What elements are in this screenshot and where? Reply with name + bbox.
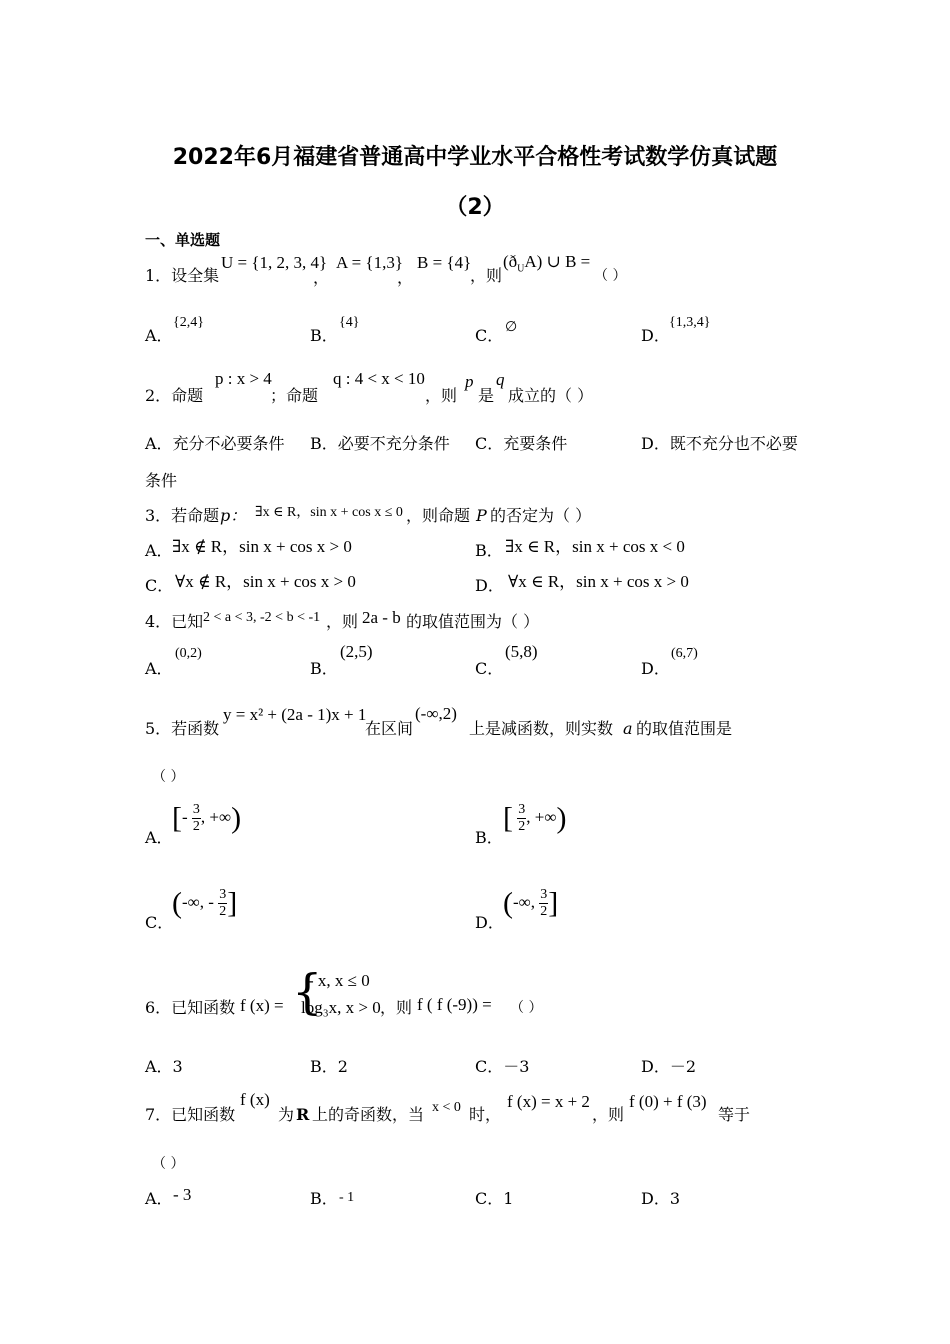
q3-option-d-value: ∀x ∈ R，sin x + cos x > 0 [508, 572, 689, 591]
q2-stem: 2．命题 [145, 386, 204, 405]
q5-option-c-label: C． [145, 913, 174, 932]
q6-option-b: B．2 [310, 1057, 348, 1076]
q7-option-a-label: A． [145, 1189, 173, 1208]
q4-option-d-value: (6,7) [671, 646, 698, 661]
q1-answer-blank: （ ） [594, 268, 627, 284]
q4-option-c-value: (5,8) [505, 642, 538, 661]
q7-condition: x < 0 [432, 1100, 461, 1115]
q1-stem: 1．设全集 [145, 266, 220, 285]
q4-then: ，则 [326, 612, 359, 631]
q5-a: a [623, 719, 633, 738]
q2-is: 是 [478, 386, 495, 405]
q3-option-d-label: D． [475, 576, 504, 595]
q1-then: ，则 [470, 266, 503, 285]
q1-option-a-label: A． [145, 326, 173, 345]
q1-option-b-value: {4} [339, 315, 360, 330]
q5-answer-blank: （ ） [152, 769, 185, 785]
q7-mid2: 上的奇函数，当 [312, 1105, 425, 1124]
q2-option-d-wrap: 条件 [145, 471, 178, 490]
q6-then: ，则 [380, 998, 413, 1017]
q7-stem: 7．已知函数 [145, 1105, 236, 1124]
q4-option-a-label: A． [145, 659, 173, 678]
q7-option-b-value: - 1 [339, 1190, 355, 1205]
q2-option-b: B．必要不充分条件 [310, 434, 450, 453]
q2-p: p [465, 372, 474, 391]
q2-option-c: C．充要条件 [475, 434, 568, 453]
q6-answer-blank: （ ） [510, 1000, 543, 1016]
q5-interval: (-∞,2) [415, 704, 457, 723]
q1-option-c-value: ∅ [505, 320, 518, 335]
q2-q: q [496, 370, 505, 389]
q3-stem: 3．若命题 [145, 506, 220, 525]
q7-mid3: 时， [469, 1105, 502, 1124]
q6-option-c: C．－3 [475, 1057, 530, 1076]
q3-option-b-value: ∃x ∈ R，sin x + cos x < 0 [505, 537, 685, 556]
q2-proposition-p: p : x > 4 [215, 369, 272, 388]
q1-option-b-label: B． [310, 326, 338, 345]
q7-option-b-label: B． [310, 1189, 338, 1208]
q2-tail: 成立的（ ） [508, 386, 594, 405]
q4-option-d-label: D． [641, 659, 670, 678]
q7-mid: 为 [278, 1105, 295, 1124]
q3-tail2: 的否定为（ ） [490, 506, 592, 525]
q5-option-a-label: A． [145, 828, 173, 847]
q7-then: ，则 [592, 1105, 625, 1124]
q5-option-d-label: D． [475, 913, 504, 932]
section-heading: 一、单选题 [145, 231, 221, 249]
q1-set-b: B = {4} [417, 253, 472, 272]
q2-mid: ；命题 [270, 386, 319, 405]
q7-expression: f (0) + f (3) [629, 1092, 707, 1111]
q6-stem: 6．已知函数 [145, 998, 236, 1017]
q6-option-d: D．－2 [641, 1057, 697, 1076]
q6-option-a: A．3 [145, 1057, 183, 1076]
q4-condition: 2 < a < 3, -2 < b < -1 [203, 610, 321, 625]
q2-option-d: D．既不充分也不必要 [641, 434, 798, 453]
q1-set-u: U = {1, 2, 3, 4} [221, 253, 328, 272]
q5-stem: 5．若函数 [145, 719, 220, 738]
q7-option-d: D．3 [641, 1189, 681, 1208]
q3-condition: ∃x ∈ R，sin x + cos x ≤ 0 [255, 505, 403, 520]
q5-mid: 在区间 [365, 719, 414, 738]
q6-function-name: f (x) = [240, 996, 284, 1015]
q5-function: y = x² + (2a - 1)x + 1 [223, 705, 367, 724]
q7-R: R [296, 1105, 310, 1124]
q1-option-d-label: D． [641, 326, 670, 345]
q5-option-d-value: (-∞, $\frac{3}{2}$ ] [503, 886, 559, 920]
q4-option-b-value: (2,5) [340, 642, 373, 661]
q7-tail: 等于 [718, 1105, 751, 1124]
q7-function: f (x) [240, 1090, 270, 1109]
q1-option-a-value: {2,4} [173, 315, 204, 330]
q1-expression: $(ð_UA)$ ∪ B = [503, 252, 591, 275]
q3-tail: ，则命题 [406, 506, 471, 525]
q6-case-2: log₃x, x > 0 [301, 998, 381, 1017]
q4-stem: 4．已知 [145, 612, 204, 631]
q1-option-d-value: {1,3,4} [669, 315, 711, 330]
q1-option-c-label: C． [475, 326, 504, 345]
q7-option-a-value: - 3 [173, 1185, 192, 1204]
exam-title-number: （2） [445, 195, 505, 220]
q7-definition: f (x) = x + 2 [507, 1092, 590, 1111]
q7-answer-blank: （ ） [152, 1156, 185, 1172]
q5-option-b-label: B． [475, 828, 503, 847]
q6-brace: { [292, 964, 323, 1020]
q3-P: P [476, 506, 487, 525]
q3-option-a-value: ∃x ∉ R，sin x + cos x > 0 [172, 537, 352, 556]
exam-title: 2022年6月福建省普通高中学业水平合格性考试数学仿真试题 [172, 145, 778, 170]
q3-option-b-label: B． [475, 541, 503, 560]
q2-option-a: A．充分不必要条件 [145, 434, 285, 453]
q4-expression: 2a - b [362, 608, 401, 627]
q5-tail2: 的取值范围是 [636, 719, 733, 738]
q6-expression: f ( f (-9)) = [417, 995, 492, 1014]
q5-option-a-value: [- $\frac{3}{2}$ , +∞) [172, 801, 242, 835]
q6-case-1: - x, x ≤ 0 [308, 971, 370, 990]
q5-option-c-value: (-∞, - $\frac{3}{2}$ ] [172, 886, 238, 920]
q5-tail: 上是减函数，则实数 [469, 719, 614, 738]
q4-tail: 的取值范围为（ ） [406, 612, 540, 631]
q3-option-a-label: A． [145, 541, 173, 560]
q4-option-a-value: (0,2) [175, 646, 202, 661]
q3-p: p： [220, 506, 247, 525]
q5-option-b-value: [ $\frac{3}{2}$ , +∞) [503, 801, 567, 835]
q4-option-b-label: B． [310, 659, 338, 678]
q1-set-a: A = {1,3} [336, 253, 403, 272]
exam-page: 2022年6月福建省普通高中学业水平合格性考试数学仿真试题 （2） 一、单选题 1．设全集 U = {1, 2, 3, 4} ， A = {1,3} ， B = {4} ，则 $(ð_UA)$ ∪ B = （ ） A． {2,4} B． {4} C． ∅ D． {1,3,4} 2．命题 p : x > 4 ；命题 q : 4 < x < 10 ，则 p 是 q 成立的（ ） A．充分不必要条件 B．必要不充分条件 C．充要条件 D．既不充分也不必要 条件 3．若命题 p： ∃x ∈ R，sin x + cos x ≤ 0 ，则命题 P 的否定为（ ） A． ∃x ∉ R，sin x + cos x > 0 B． ∃x ∈ R，sin x + cos x < 0 C． ∀x ∉ R，sin x + cos x > 0 D． ∀x ∈ R，sin x + cos x > 0 4．已知 2 < a < 3, -2 < b < -1 ，则 2a - b 的取值范围为（ ） A． (0,2) B． (2,5) C． (5,8) D． (6,7) 5．若函数 y = x² + (2a - 1)x + 1 在区间 (-∞,2) 上是减函数，则实数 a 的取值范围是 （ ） A． [- $\frac{3}{2}$ , +∞) B． [ $\frac{3}{2}$ , +∞) C． (-∞, - $\frac{3}{2}$ ] D． (-∞, $\frac{3}{2}$ ] 6．已知函数 f (x) = { - x, x ≤ 0 log₃x, x > 0 ，则 f ( f (-9)) = （ ） A．3 B．2 C．－3 D．－2 7．已知函数 f (x) 为 R 上的奇函数，当 x < 0 时， f (x) = x + 2 ，则 f (0) + f (3) 等于 （ ） A． - 3 B． - 1 C．1 D．3 [0, 0, 950, 1344]
q3-option-c-value: ∀x ∉ R，sin x + cos x > 0 [175, 572, 356, 591]
q2-proposition-q: q : 4 < x < 10 [333, 369, 425, 388]
q3-option-c-label: C． [145, 576, 174, 595]
q4-option-c-label: C． [475, 659, 504, 678]
q7-option-c: C．1 [475, 1189, 514, 1208]
q2-then: ，则 [425, 386, 458, 405]
